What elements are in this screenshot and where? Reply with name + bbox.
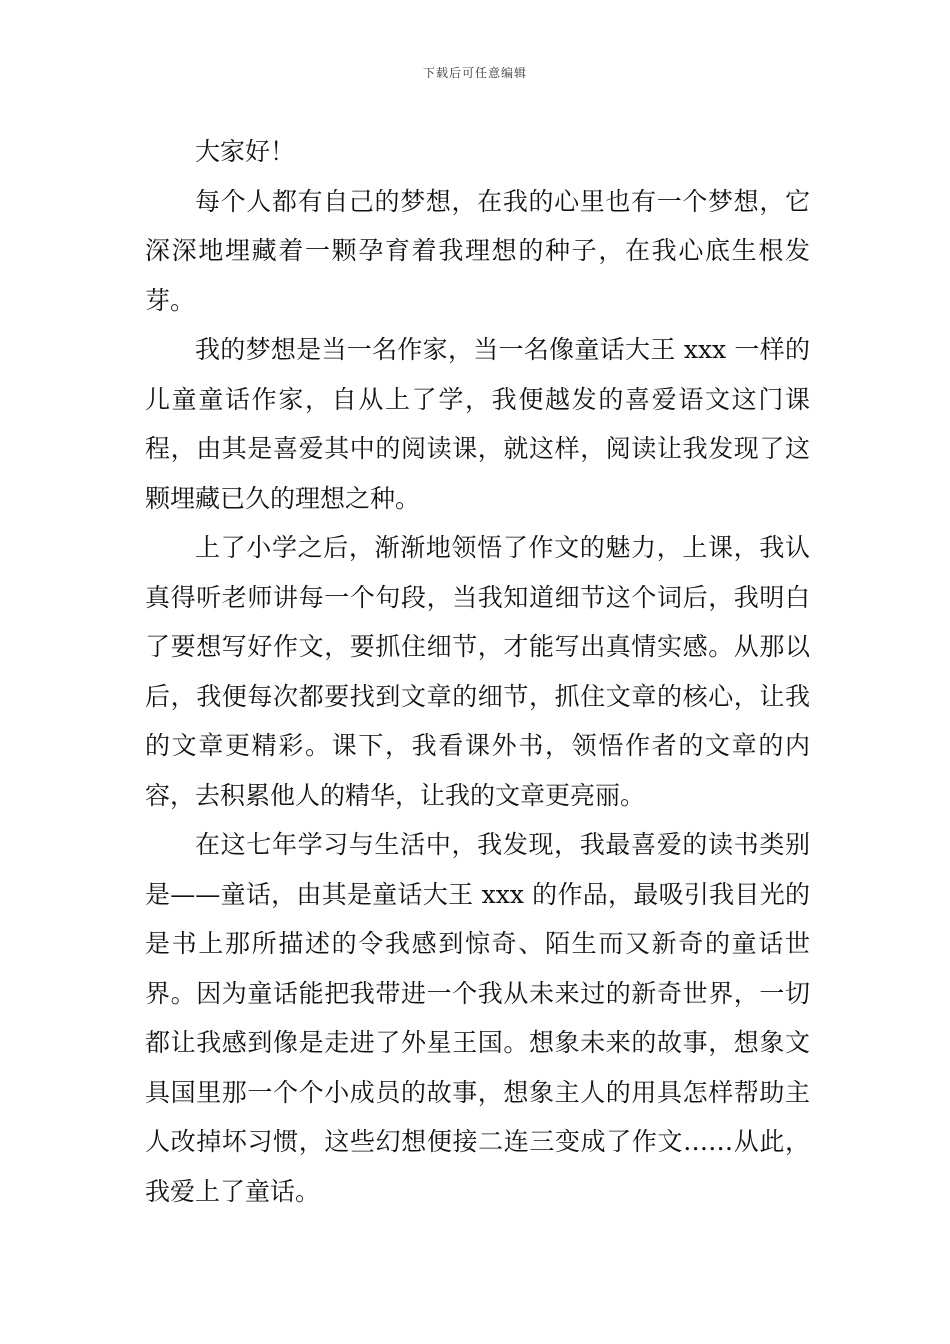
page-header: 下载后可任意编辑 xyxy=(422,66,527,80)
paragraph-writing-learning: 上了小学之后，渐渐地领悟了作文的魅力，上课，我认真得听老师讲每一个句段，当我知道细节这个词后，我明白了要想写好作文，要抓住细节，才能写出真情实感。从那以后，我便每次都要找到文章的细节，抓住文章的核心，让我的文章更精彩。课下，我看课外书，领悟作者的文章的内容，去积累他人的精华，让我的文章更亮丽。 xyxy=(145,533,810,810)
paragraph-writer-dream: 我的梦想是当一名作家，当一名像童话大王 xxx 一样的儿童童话作家，自从上了学，我便越发的喜爱语文这门课程，由其是喜爱其中的阅读课，就这样，阅读让我发现了这颗埋藏已久的理想之种。 xyxy=(145,335,810,513)
paragraph-dream-intro: 每个人都有自己的梦想，在我的心里也有一个梦想，它深深地埋藏着一颗孕育着我理想的种子，在我心底生根发芽。 xyxy=(145,186,810,315)
document-body xyxy=(145,127,810,1216)
paragraph-fairy-tales: 在这七年学习与生活中，我发现，我最喜爱的读书类别是——童话，由其是童话大王 xxx 的作品，最吸引我目光的是书上那所描述的令我感到惊奇、陌生而又新奇的童话世界。因为童话能把我带进一个我从未来过的新奇世界，一切都让我感到像是走进了外星王国。想象未来的故事，想象文具国里那一个个小成员的故事，想象主人的用具怎样帮助主人改掉坏习惯，这些幻想便接二连三变成了作文……从此，我爱上了童话。 xyxy=(145,830,810,1206)
paragraph-greeting: 大家好！ xyxy=(195,137,296,166)
